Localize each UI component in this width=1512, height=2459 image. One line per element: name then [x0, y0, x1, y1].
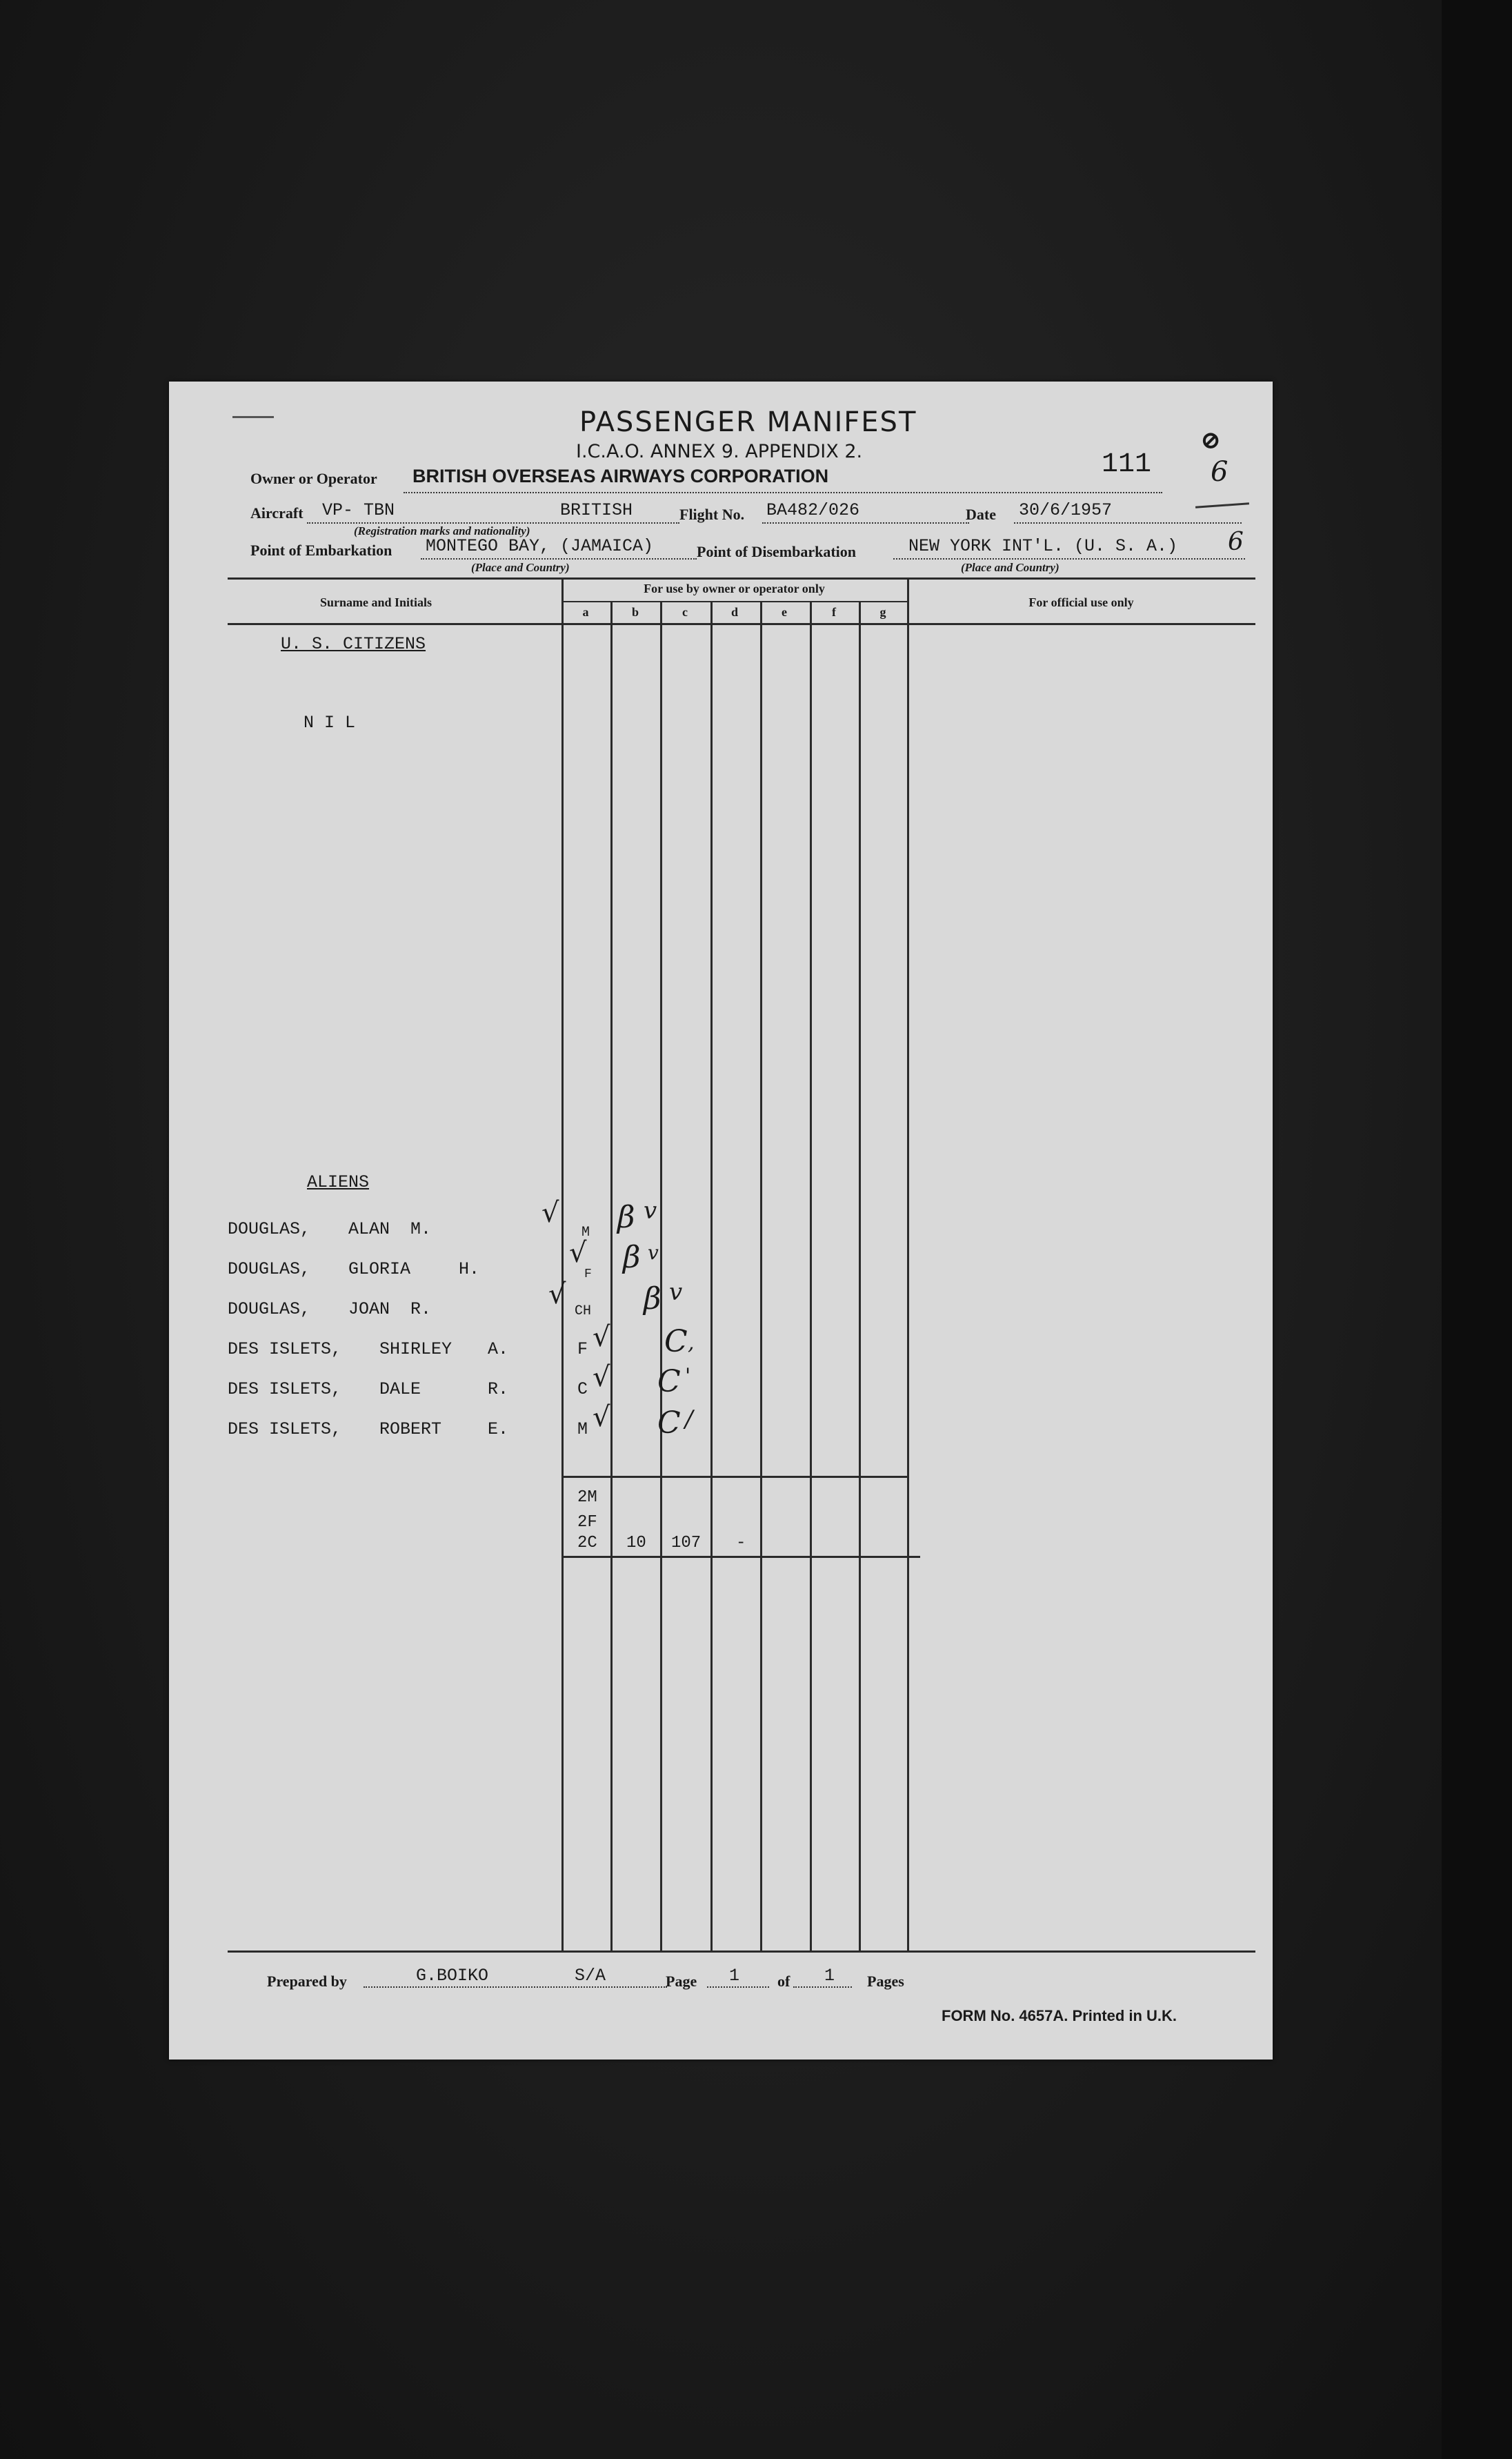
col-e-header: e: [782, 605, 787, 619]
passenger-col-a: F: [577, 1339, 588, 1359]
passenger-initial: R.: [488, 1379, 509, 1399]
prepared-value: G.BOIKO: [416, 1966, 489, 1986]
embark-value: MONTEGO BAY, (JAMAICA): [426, 536, 654, 556]
tick-mark-icon: v: [669, 1278, 683, 1306]
disembark-value: NEW YORK INT'L. (U. S. A.): [908, 536, 1178, 556]
hand-circle-mark: ⊘: [1200, 426, 1222, 455]
header-bottom-rule: [228, 623, 1255, 625]
prepared-label: Prepared by: [267, 1973, 347, 1990]
col-d-header: d: [730, 605, 738, 619]
col-official-header: For official use only: [1028, 595, 1134, 609]
form-number: FORM No. 4657A. Printed in U.K.: [942, 2007, 1177, 2024]
prepared-line: [364, 1986, 667, 1988]
hand-mark-side: 6: [1228, 528, 1244, 556]
section-aliens: ALIENS: [307, 1172, 370, 1192]
col-name-header: Surname and Initials: [319, 595, 432, 609]
form-title: PASSENGER MANIFEST: [579, 406, 917, 438]
registration-note: (Registration marks and nationality): [354, 524, 530, 537]
passenger-given: ALAN: [348, 1219, 390, 1239]
passenger-col-b-hand: C: [657, 1405, 681, 1441]
flight-line: [762, 522, 969, 524]
passenger-surname: DOUGLAS,: [228, 1259, 311, 1279]
embark-line: [421, 558, 697, 560]
check-mark-icon: √: [593, 1401, 610, 1433]
date-label: Date: [966, 506, 996, 523]
check-mark-icon: √: [569, 1237, 587, 1269]
total-males: 2M: [577, 1488, 597, 1507]
check-mark-icon: √: [541, 1197, 559, 1229]
col-f-header: f: [832, 605, 836, 619]
flight-value: BA482/026: [766, 500, 860, 520]
totals-top-rule: [561, 1476, 907, 1478]
embark-label: Point of Embarkation: [250, 542, 392, 559]
check-mark-icon: √: [548, 1278, 566, 1310]
passenger-initial: R.: [410, 1299, 432, 1319]
passenger-surname: DES ISLETS,: [228, 1379, 342, 1399]
passenger-col-a: F: [584, 1267, 592, 1281]
col-c-header: c: [682, 605, 688, 619]
total-col-b: 10: [626, 1534, 646, 1552]
passenger-initial: E.: [488, 1419, 509, 1439]
prepared-role: S/A: [575, 1966, 606, 1986]
pages-line: [793, 1986, 852, 1988]
col-g-header: g: [879, 605, 886, 619]
nationality-value: BRITISH: [560, 500, 633, 520]
table-bottom-rule: [228, 1951, 1255, 1953]
date-line: [1014, 522, 1242, 524]
hand-mark-six: 6: [1211, 456, 1228, 488]
scanner-edge: [1442, 0, 1512, 2459]
owner-value: BRITISH OVERSEAS AIRWAYS CORPORATION: [412, 466, 829, 486]
totals-bottom-rule: [561, 1556, 920, 1558]
table-top-rule: [228, 577, 1255, 580]
passenger-initial: M.: [410, 1219, 432, 1239]
col-rule-b: [610, 601, 613, 1951]
section-nil: N I L: [304, 713, 356, 733]
passenger-surname: DES ISLETS,: [228, 1339, 342, 1359]
total-col-c: 107: [671, 1534, 702, 1552]
col-rule-g: [859, 601, 861, 1951]
page-value: 1: [729, 1966, 740, 1986]
pages-label: Pages: [867, 1973, 904, 1990]
corner-mark: [232, 416, 274, 418]
passenger-col-a: CH: [575, 1303, 592, 1319]
passenger-col-b-hand: C: [657, 1364, 681, 1399]
col-rule-official: [907, 577, 909, 1951]
passenger-given: GLORIA: [348, 1259, 411, 1279]
passenger-col-b-hand: β: [644, 1281, 662, 1316]
aircraft-line: [307, 522, 679, 524]
col-b-header: b: [631, 605, 639, 619]
date-value: 30/6/1957: [1019, 500, 1113, 520]
total-col-d: -: [736, 1534, 746, 1552]
col-rule-e: [760, 601, 762, 1951]
total-females: 2F: [577, 1513, 597, 1532]
total-children: 2C: [577, 1534, 597, 1552]
hand-dash: [1195, 502, 1249, 508]
section-us-citizens: U. S. CITIZENS: [281, 634, 426, 654]
tick-mark-icon: v: [648, 1241, 659, 1264]
aircraft-value: VP- TBN: [322, 500, 395, 520]
passenger-surname: DOUGLAS,: [228, 1299, 311, 1319]
pages-value: 1: [824, 1966, 835, 1986]
passenger-given: SHIRLEY: [379, 1339, 452, 1359]
of-label: of: [777, 1973, 790, 1990]
owner-line: [404, 492, 1162, 493]
passenger-surname: DOUGLAS,: [228, 1219, 311, 1239]
page-line: [707, 1986, 769, 1988]
passenger-col-b-hand: β: [623, 1240, 641, 1275]
disembark-note: (Place and Country): [961, 561, 1060, 574]
passenger-given: ROBERT: [379, 1419, 442, 1439]
disembark-line: [893, 558, 1245, 560]
slash-mark-icon: /: [685, 1405, 693, 1433]
col-owner-header: For use by owner or operator only: [644, 582, 825, 595]
aircraft-label: Aircraft: [250, 504, 304, 522]
passenger-surname: DES ISLETS,: [228, 1419, 342, 1439]
manifest-document: [169, 382, 1273, 2060]
passenger-col-b-hand: β: [617, 1200, 635, 1235]
stamp-number: 111: [1102, 449, 1152, 480]
comma-mark-icon: ,: [688, 1331, 695, 1355]
check-mark-icon: √: [593, 1361, 610, 1393]
passenger-initial: H.: [459, 1259, 480, 1279]
passenger-col-b-hand: C: [664, 1324, 688, 1359]
passenger-col-a: M: [581, 1225, 590, 1241]
owner-label: Owner or Operator: [250, 470, 377, 487]
check-mark-icon: √: [593, 1321, 610, 1353]
col-rule-d: [710, 601, 713, 1951]
passenger-given: DALE: [379, 1379, 421, 1399]
owner-sub-rule: [561, 601, 907, 602]
form-subtitle: I.C.A.O. ANNEX 9. APPENDIX 2.: [576, 441, 863, 462]
passenger-col-a: C: [577, 1379, 588, 1399]
comma-mark-icon: ': [685, 1364, 691, 1388]
page-label: Page: [666, 1973, 697, 1990]
col-rule-c: [660, 601, 662, 1951]
col-rule-a: [561, 577, 564, 1951]
embark-note: (Place and Country): [471, 561, 570, 574]
flight-label: Flight No.: [679, 506, 745, 523]
col-rule-f: [810, 601, 812, 1951]
passenger-col-a: M: [577, 1419, 588, 1439]
passenger-given: JOAN: [348, 1299, 390, 1319]
col-a-header: a: [582, 605, 589, 619]
disembark-label: Point of Disembarkation: [697, 543, 856, 560]
tick-mark-icon: v: [644, 1197, 657, 1225]
passenger-initial: A.: [488, 1339, 509, 1359]
